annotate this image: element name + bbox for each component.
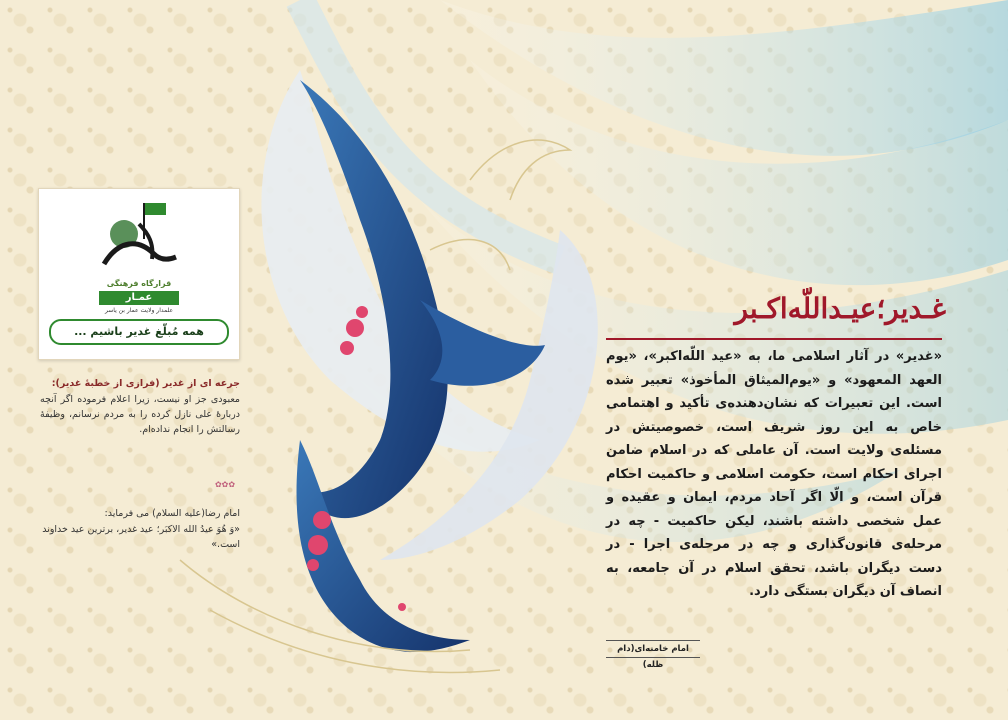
org-name-line2: عمـار: [99, 291, 179, 305]
main-paragraph: [606, 345, 942, 604]
main-paragraph-text: «غدیر» در آثار اسلامی ما، به «عید اللّه‌اکبر»، «یوم العهد المعهود» و «یوم‌المیثاق المأخوذ» تعبیر شده است. این تعبیرات که نشان‌دهنده‌ی تأکید و اهتمامی خاص به این روز شریف است، خصوصیتش در مسئله‌ی ولایت است. آن عاملی که در اسلام ضامن اجرای احکام است، حکومت اسلامی و حاکمیت احکام قرآن است، و الّا اگر آحاد مردم، ایمان و عقیده و عمل شخصی داشته باشند، لیکن حاکمیت - چه در مرحله‌ی قانون‌گذاری و چه در مرحله‌ی اجرا - در دست دیگران باشد، تحقق اسلام در آن جامعه، به انصاف آن دیگران بستگی دارد.: [606, 349, 942, 599]
signature-label: امام خامنه‌ای(دام ظله): [606, 640, 700, 658]
imam-reza-intro: امام رضا(علیه السلام) می فرماید:: [104, 508, 240, 519]
page-title: غـدیر؛عیـداللّه‌اکـبر: [734, 292, 946, 325]
logo-card: [38, 188, 240, 360]
title-underline: [606, 338, 942, 340]
imam-reza-quote: «وَ هُوَ عیدُ الله الاکبَر؛ عید غدیر، برترین عید خداوند است.»: [42, 524, 240, 550]
sermon-excerpt: معبودی جز او نیست، زیرا اعلام فرموده اگر آنچه دربارهٔ علی نازل کرده را به مردم نرسانم، وظیفهٔ رسالتش را انجام نداده‌ام.: [40, 394, 240, 435]
org-name-line1: قرارگاه فرهنگی: [106, 279, 172, 288]
sermon-heading: جرعه ای از غدیر (فرازی از خطبهٔ غدیر):: [51, 378, 240, 389]
slogan-badge: همه مُبلّغ غدیر باشیم ...: [49, 319, 229, 345]
ammar-calligraphy-logo-icon: [94, 199, 184, 279]
separator-stars: ✿✿✿: [214, 480, 236, 489]
org-name-line3: علمدار ولایت عمار بن یاسر: [104, 307, 174, 314]
